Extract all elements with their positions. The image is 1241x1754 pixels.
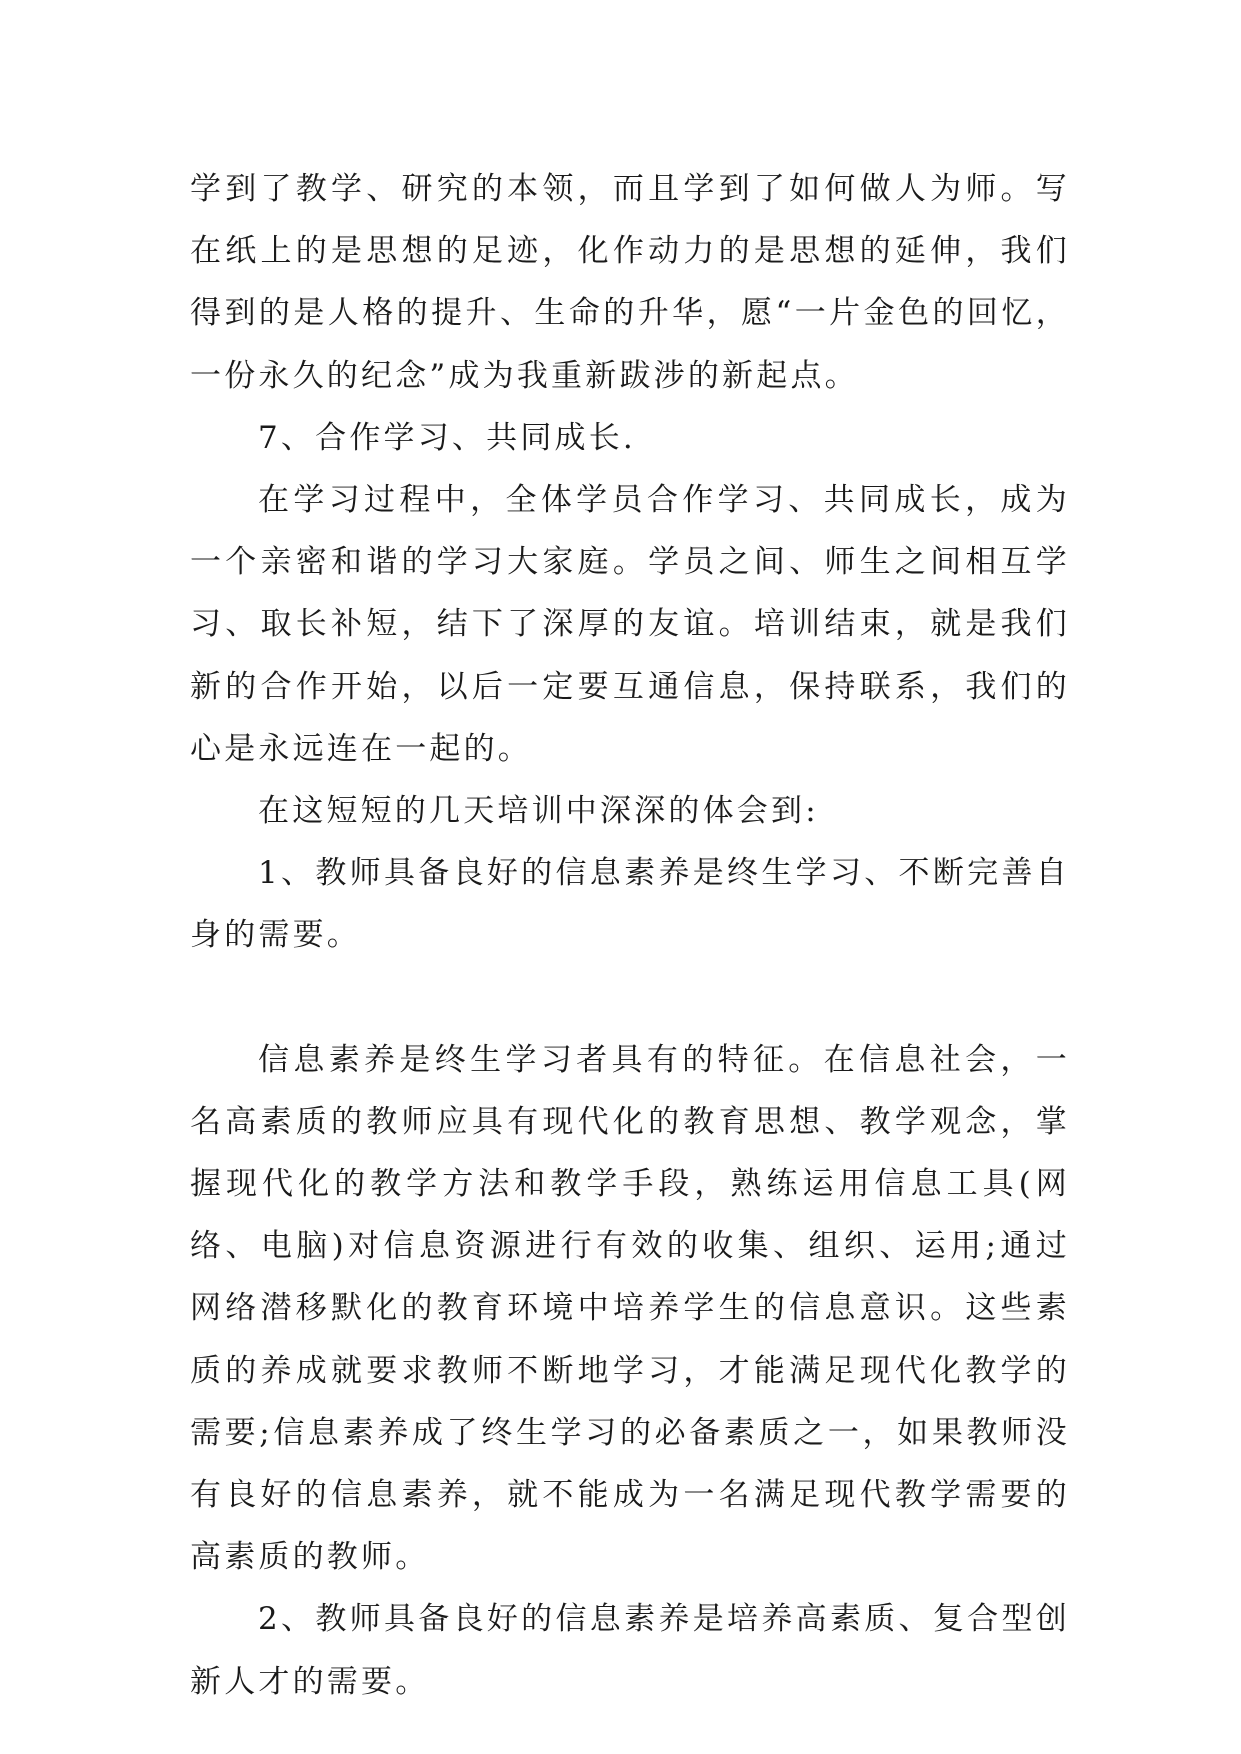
paragraph-information-literacy: 信息素养是终生学习者具有的特征。在信息社会，一名高素质的教师应具有现代化的教育思想、教学观念，掌握现代化的教学方法和教学手段，熟练运用信息工具(网络、电脑)对信息资源进行有效的收集、组织、运用;通过网络潜移默化的教育环境中培养学生的信息意识。这些素质的养成就要求教师不断地学习，才能满足现代化教学的需要;信息素养成了终生学习的必备素质之一，如果教师没有良好的信息素养，就不能成为一名满足现代教学需要的高素质的教师。 [190,1041,1070,1576]
paragraph-gap [190,967,1070,1029]
heading-cooperative-learning: 7、合作学习、共同成长. [258,419,636,456]
paragraph-training-reflection-intro: 在这短短的几天培训中深深的体会到: [258,793,819,830]
point-2-innovative-talent: 2、教师具备良好的信息素养是培养高素质、复合型创新人才的需要。 [190,1601,1070,1700]
document-body [190,158,1070,1713]
point-1-lifelong-learning: 1、教师具备良好的信息素养是终生学习、不断完善自身的需要。 [190,855,1070,954]
paragraph-cooperative-learning: 在学习过程中，全体学员合作学习、共同成长，成为一个亲密和谐的学习大家庭。学员之间、师生之间相互学习、取长补短，结下了深厚的友谊。培训结束，就是我们新的合作开始，以后一定要互通信息，保持联系，我们的心是永远连在一起的。 [190,482,1070,767]
paragraph-learning-summary: 学到了教学、研究的本领，而且学到了如何做人为师。写在纸上的是思想的足迹，化作动力的是思想的延伸，我们得到的是人格的提升、生命的升华，愿“一片金色的回忆，一份永久的纪念”成为我重新跋涉的新起点。 [190,171,1070,394]
